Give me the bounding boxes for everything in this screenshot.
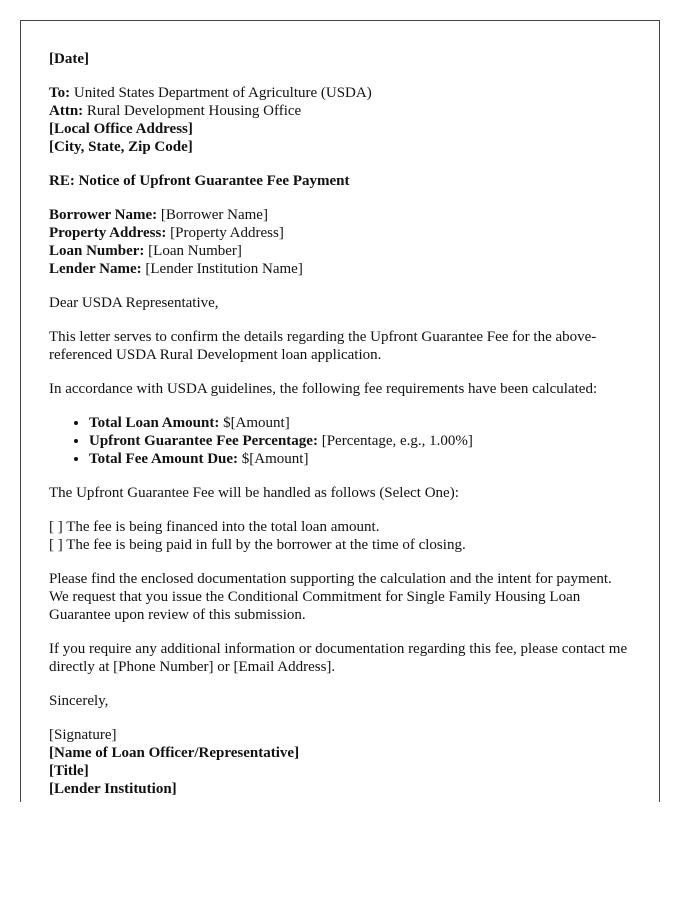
paragraph-intro: This letter serves to confirm the details regarding the Upfront Guarantee Fee for the above-referenced USDA Rural Development loan application.: [49, 329, 597, 363]
letter-page: [20, 20, 660, 802]
detail-label: Lender Name:: [49, 261, 142, 277]
officer-name: [Name of Loan Officer/Representative]: [49, 745, 300, 761]
option-paid: [ ] The fee is being paid in full by the borrower at the time of closing.: [49, 537, 466, 553]
fee-value: [Percentage, e.g., 1.00%]: [321, 433, 473, 449]
fee-value: $[Amount]: [223, 415, 290, 431]
lender-institution: [Lender Institution]: [49, 781, 177, 797]
signature: [Signature]: [49, 727, 117, 743]
detail-label: Loan Number:: [49, 243, 145, 259]
officer-title: [Title]: [49, 763, 89, 779]
option-financed: [ ] The fee is being financed into the total loan amount.: [49, 519, 380, 535]
attn-label: Attn:: [49, 103, 84, 119]
paragraph-contact: If you require any additional information or documentation regarding this fee, please contact me directly at [Phone Number] or [Email Address].: [49, 641, 628, 675]
office-address: [Local Office Address]: [49, 121, 193, 137]
detail-value: [Borrower Name]: [160, 207, 268, 223]
fee-item: [89, 414, 631, 432]
detail-label: Property Address:: [49, 225, 167, 241]
paragraph-request: Please find the enclosed documentation supporting the calculation and the intent for payment. We request that you issue the Conditional Commitment for Single Family Housing Loan Guarantee upon review of this submission.: [49, 571, 612, 623]
detail-value: [Lender Institution Name]: [145, 261, 303, 277]
fee-label: Upfront Guarantee Fee Percentage:: [89, 433, 318, 449]
to-label: To:: [49, 85, 71, 101]
detail-value: [Loan Number]: [148, 243, 242, 259]
date: [Date]: [49, 51, 89, 67]
fee-value: $[Amount]: [241, 451, 309, 467]
signature-block: [49, 726, 631, 798]
loan-details: [49, 206, 631, 278]
attn-value: Rural Development Housing Office: [86, 103, 302, 119]
fee-label: Total Fee Amount Due:: [89, 451, 239, 467]
fee-label: Total Loan Amount:: [89, 415, 220, 431]
paragraph-select: The Upfront Guarantee Fee will be handled as follows (Select One):: [49, 485, 459, 501]
city-state-zip: [City, State, Zip Code]: [49, 139, 193, 155]
detail-label: Borrower Name:: [49, 207, 158, 223]
detail-value: [Property Address]: [170, 225, 284, 241]
fee-item: [89, 432, 631, 450]
salutation: Dear USDA Representative,: [49, 295, 219, 311]
subject-line: RE: Notice of Upfront Guarantee Fee Payment: [49, 173, 350, 189]
fee-item: [89, 450, 631, 468]
option-list: [49, 518, 631, 554]
recipient-block: [49, 84, 631, 156]
closing: Sincerely,: [49, 693, 109, 709]
fee-list: [49, 414, 631, 468]
to-value: United States Department of Agriculture (USDA): [73, 85, 372, 101]
paragraph-fees-intro: In accordance with USDA guidelines, the following fee requirements have been calculated:: [49, 381, 598, 397]
